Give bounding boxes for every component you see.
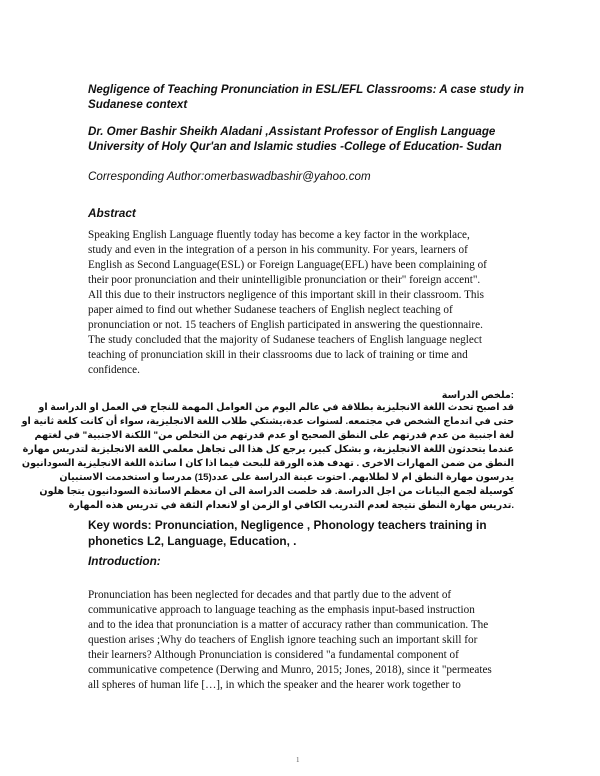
- intro-line: Pronunciation has been neglected for decades and that partly due to the advent of: [88, 589, 452, 601]
- intro-line: question arises ;Why do teachers of English ignore teaching such an important skill for: [88, 634, 478, 646]
- introduction-heading: Introduction:: [88, 554, 161, 568]
- abstract-line: The study concluded that the majority of Sudanese teachers of English language neglect: [88, 334, 482, 346]
- arabic-line: كوسيلة لجمع البيانات من اجل الدراسة. قد خلصت الدراسة الى ان معظم الاساتذة السودانيون يتجا هلون: [39, 486, 514, 497]
- arabic-abstract-heading: :ملخص الدراسة: [441, 390, 514, 401]
- abstract-line: study and even in the integration of a person in his community. For years, learners of: [88, 244, 468, 256]
- intro-line: communicative approach to language teaching as the emphasis input-based instruction: [88, 604, 475, 616]
- arabic-line: قد اصبح تحدث اللغة الانجليزية بطلاقة في عالم اليوم من العوامل المهمة للنجاح في العمل او الدراسة او: [38, 402, 514, 413]
- intro-line: and to the idea that pronunciation is a matter of accuracy rather than communication. The: [88, 619, 489, 631]
- abstract-line: their poor pronunciation and their unintelligible pronunciation or their" foreign accent".: [88, 274, 481, 286]
- abstract-line: All this due to their instructors negligence of this important skill in their classroom. This: [88, 289, 484, 301]
- author-affiliation: Dr. Omer Bashir Sheikh Aladani ,Assistant Professor of English Language University of Holy Qur'an and Islamic studies -College of Education- Sudan: [88, 125, 502, 153]
- arabic-line: .تدريس مهارة النطق نتيجة لعدم التدريب الكافي او الزمن او لانعدام الثقة في تدريس هذه المهارة: [68, 500, 514, 511]
- intro-line: their learners? Although Pronunciation is considered "a fundamental component of: [88, 649, 459, 661]
- abstract-line: paper aimed to find out whether Sudanese teachers of English neglect teaching of: [88, 304, 453, 316]
- arabic-line: يدرسون مهارة النطق ام لا لطلابهم. احتوت عينة الدراسة على عدد(15) مدرسا و استخدمت الاستبيان: [59, 472, 514, 483]
- abstract-line: Speaking English Language fluently today has become a key factor in the workplace,: [88, 229, 470, 241]
- abstract-line: English as Second Language(ESL) or Foreign Language(EFL) have been complaining of: [88, 259, 487, 271]
- page-number: 1: [296, 756, 300, 764]
- intro-line: all spheres of human life […], in which the speaker and the hearer work together to: [88, 679, 461, 691]
- intro-line: communicative competence (Derwing and Munro, 2015; Jones, 2018), since it "permeates: [88, 664, 492, 676]
- abstract-heading: Abstract: [88, 206, 136, 220]
- arabic-line: حتى في اندماج الشخص في مجتمعه. لسنوات عدة،يشتكي طلاب اللغة الانجليزية، سواء أن كانت كلغة ثانية او: [21, 416, 514, 427]
- arabic-line: لغة اجنبية من عدم قدرتهم على النطق الصحيح او عدم قدرتهم من التخلص من" اللكنة الاجنبية" في لغتهم: [34, 430, 514, 441]
- corresponding-author: Corresponding Author:omerbaswadbashir@yahoo.com: [88, 170, 371, 183]
- paper-title: Negligence of Teaching Pronunciation in ESL/EFL Classrooms: A case study in Sudanese context: [88, 83, 524, 111]
- abstract-line: pronunciation or not. 15 teachers of English participated in answering the questionnaire.: [88, 319, 483, 331]
- arabic-line: النطق من ضمن المهارات الاخرى . تهدف هذه الورقة للبحث فيما اذا كان ا ساتذة اللغة الانجليزية السودانيون: [21, 458, 514, 469]
- keywords: Key words: Pronunciation, Negligence , Phonology teachers training in phonetics L2, Language, Education, .: [88, 518, 487, 548]
- abstract-line: confidence.: [88, 364, 140, 376]
- abstract-line: teaching of pronunciation skill in their classrooms due to lack of training or time and: [88, 349, 468, 361]
- arabic-line: عندما يتحدثون اللغة الانجليزية، و بشكل كبير، يرجع كل هذا الى تجاهل معلمي اللغة الانجليزية لتدريس مهارة: [22, 444, 514, 455]
